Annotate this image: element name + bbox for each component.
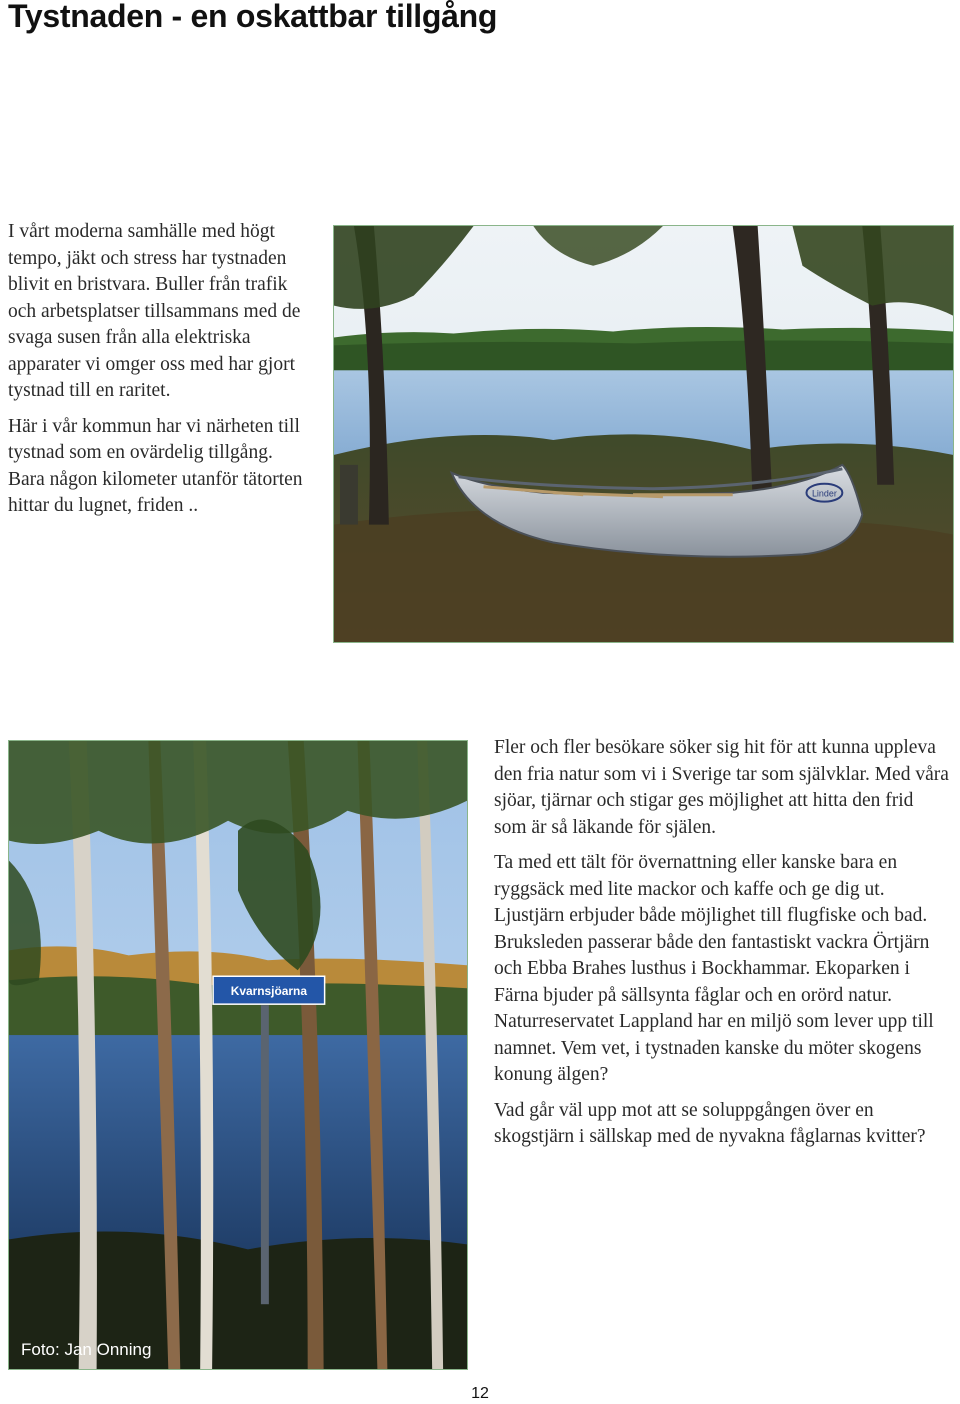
body-paragraph: Ta med ett tält för övernattning eller kanske bara en ryggsäck med lite mackor och kaffe och ge dig ut. Ljustjärn erbjuder både möjlighet till flugfiske och bad. Bruksleden passerar både den fantastiskt vackra Örtjärn och Ebba Brahes lusthus i Bockhammar. Ekoparken i Färna bjuder på sällsynta fåglar och en orörd natur. Naturreservatet Lappland har en miljö som lever upp till namnet. Vem vet, i tystnaden kanske du möter skogens konung älgen?	[494, 852, 934, 1085]
trail-sign: Kvarnsjöarna	[230, 984, 307, 999]
forest-lake-photo	[8, 740, 468, 1370]
canoe-logo: Linder	[811, 488, 837, 499]
intro-paragraph: Här i vår kommun har vi närheten till tystnad som en ovärdelig tillgång. Bara någon kilometer utanför tätorten hittar du lugnet, friden ..	[8, 415, 303, 516]
body-paragraph: Fler och fler besökare söker sig hit för att kunna uppleva den fria natur som vi i Sverige tar som självklar. Med våra sjöar, tjärnar och stigar ges möjlighet att hitta den frid som är så läkande för själen.	[494, 737, 949, 838]
page-title: Tystnaden - en oskattbar tillgång	[8, 0, 498, 34]
intro-paragraph: I vårt moderna samhälle med högt tempo, jäkt och stress har tystnaden blivit en bristvara. Buller från trafik och arbetsplatser tillsammans med de svaga susen från alla elektriska apparater vi omger oss med har gjort tystnad till en raritet.	[8, 221, 301, 401]
body-paragraph: Vad går väl upp mot att se soluppgången över en skogstjärn i sällskap med de nyvakna fåglarnas kvitter?	[494, 1099, 926, 1147]
body-text-column	[494, 735, 949, 1160]
photo-credit: Foto: Jan Onning	[21, 1340, 152, 1359]
intro-text-column	[8, 219, 308, 529]
lake-canoe-photo	[333, 225, 954, 643]
page-number: 12	[471, 1385, 489, 1402]
